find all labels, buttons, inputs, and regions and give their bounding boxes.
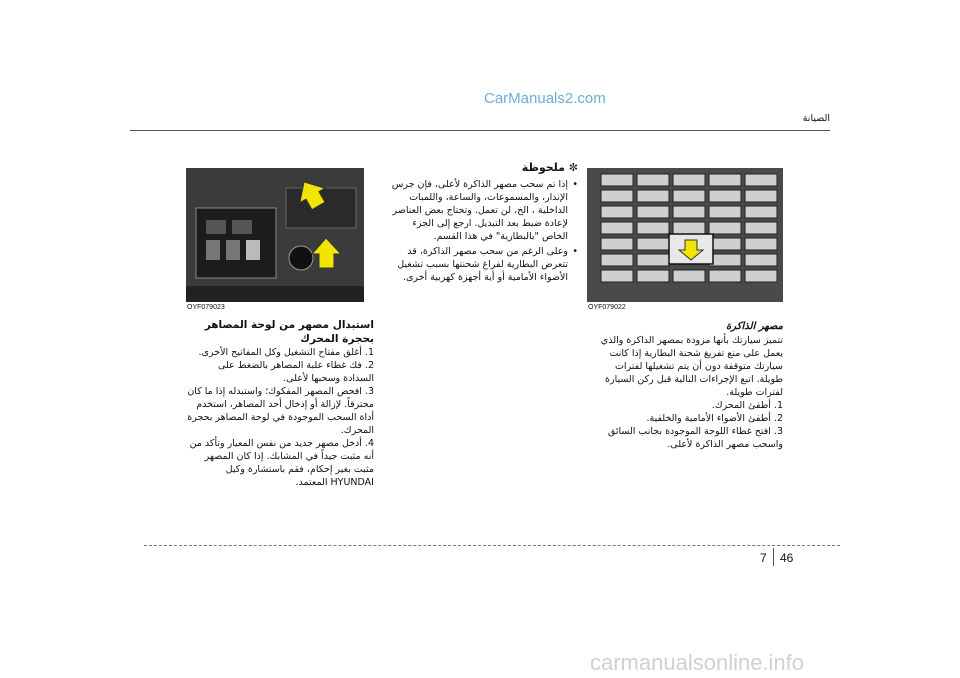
bullet-icon: • [572, 246, 578, 257]
header-divider [130, 130, 830, 131]
page-number-divider [773, 548, 774, 566]
memory-fuse-panel-photo [587, 168, 783, 302]
section-heading: استبدال مصهر من لوحة المصاهر بحجرة المحرك [204, 319, 374, 345]
left-photo-caption: OYF079023 [187, 304, 225, 311]
memory-fuse-section [587, 320, 783, 451]
step-item: 3. افتح غطاء اللوحة الموجودة بجانب السائق واسحب مصهر الذاكرة لأعلى. [607, 426, 783, 450]
step-item: 1. أغلق مفتاح التشغيل وكل المفاتيح الأخرى. [198, 347, 374, 358]
note-heading: ✼ ملحوظة [521, 161, 578, 174]
right-photo-caption: OYF079022 [588, 304, 626, 311]
memory-fuse-body: تتميز سيارتك بأنها مزودة بمصهر الذاكرة والذي يعمل على منع تفريغ شحنة البطارية إذا كانت سيارتك متوقفة دون أن يتم تشغيلها لفترات طويلة. اتبع الإجراءات التالية قبل ركن السيارة لفترات طويلة. [600, 335, 783, 398]
footer-divider [144, 545, 840, 546]
page-number: 46 [780, 551, 794, 565]
step-item: 1. أطفئ المحرك. [711, 400, 783, 411]
step-item: 4. أدخل مصهر جديد من نفس المعيار وتأكد من أنه مثبت جيداً في المشابك. إذا كان المصهر مثبت بغير إحكام، فقم باستشارة وكيل HYUNDAI المعتمد. [189, 438, 374, 488]
memory-fuse-heading: مصهر الذاكرة [725, 321, 783, 332]
section-title: الصيانة [802, 113, 830, 124]
step-item: 3. افحص المصهر المفكوك؛ واستبدله إذا ما كان محترقاً. لإزالة أو إدخال أحد المصاهر، استخدم أداة السحب الموجودة في لوحة المصاهر بحجرة المحرك. [187, 386, 374, 436]
note-bullet: • وعلى الرغم من سحب مصهر الذاكرة، قد تتعرض البطارية لفراغ شحنتها بسبب تشغيل الأضواء الأمامية أو أية أجهزة كهربية أخرى. [397, 246, 578, 283]
engine-fuse-replacement-section [186, 318, 374, 489]
engine-fuse-box-photo [186, 168, 364, 302]
watermark-top[interactable]: CarManuals2.com [484, 90, 606, 107]
note-bullet: • إذا تم سحب مصهر الذاكرة لأعلى، فإن جرس الإنذار، والمسموعات، والساعة، واللمبات الداخلية ، الخ، لن تعمل. وتحتاج بعض العناصر لإعادة ضبط بعد التبديل. ارجع إلى الجزء الخاص "بالبطارية" في هذا القسم. [391, 179, 578, 242]
step-item: 2. أطفئ الأضواء الأمامية والخلفية. [646, 413, 783, 424]
step-item: 2. فك غطاء علبة المصاهر بالضغط على السدادة وسحبها لأعلى. [217, 360, 374, 384]
note-section [386, 160, 578, 284]
chapter-number: 7 [760, 551, 767, 565]
watermark-bottom[interactable]: carmanualsonline.info [590, 650, 805, 675]
bullet-icon: • [572, 179, 578, 190]
